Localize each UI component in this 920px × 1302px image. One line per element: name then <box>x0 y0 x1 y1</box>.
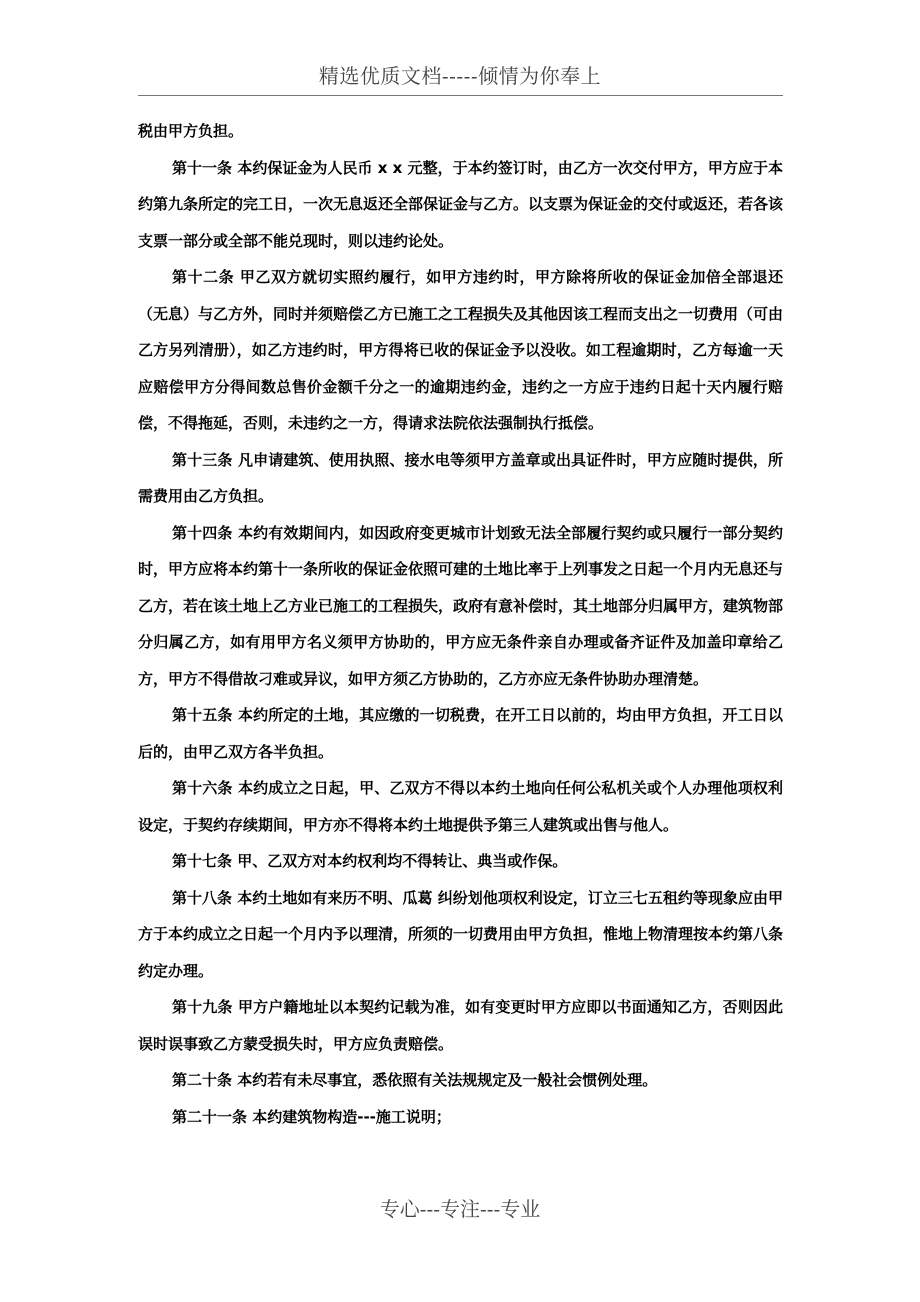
article-14: 第十四条 本约有效期间内，如因政府变更城市计划致无法全部履行契约或只履行一部分契约时，甲方应将本约第十一条所收的保证金依照可建的土地比率于上列事发之日起一个月内无息还与乙方，若在该土地上乙方业已施工的工程损失，政府有意补偿时，其土地部分归属甲方，建筑物部分归属乙方，如有用甲方名义须甲方协助的，甲方应无条件亲自办理或备齐证件及加盖印章给乙方，甲方不得借故刁难或异议，如甲方须乙方协助的，乙方亦应无条件协助办理清楚。 <box>138 523 784 688</box>
article-12: 第十二条 甲乙双方就切实照约履行，如甲方违约时，甲方除将所收的保证金加倍全部退还（无息）与乙方外，同时并须赔偿乙方已施工之工程损失及其他因该工程而支出之一切费用（可由乙方另列清册），如乙方违约时，甲方得将已收的保证金予以没收。如工程逾期时，乙方每逾一天应赔偿甲方分得间数总售价金额千分之一的逾期违约金，违约之一方应于违约日起十天内履行赔偿，不得拖延，否则，未违约之一方，得请求法院依法强制执行抵偿。 <box>138 268 784 432</box>
page-header: 精选优质文档-----倾情为你奉上 <box>318 64 602 88</box>
article-18: 第十八条 本约土地如有来历不明、瓜葛 纠纷划他项权利设定，订立三七五租约等现象应由甲方于本约成立之日起一个月内予以理清，所须的一切费用由甲方负担，惟地上物清理按本约第八条约定办理。 <box>138 888 784 980</box>
article-13: 第十三条 凡申请建筑、使用执照、接水电等须甲方盖章或出具证件时，甲方应随时提供，所需费用由乙方负担。 <box>138 450 783 505</box>
article-16: 第十六条 本约成立之日起，甲、乙双方不得以本约土地向任何公私机关或个人办理他项权利设定，于契约存续期间，甲方亦不得将本约土地提供予第三人建筑或出售与他人。 <box>138 779 783 834</box>
header-divider <box>138 95 783 96</box>
article-20: 第二十条 本约若有未尽事宜，悉依照有关法规规定及一般社会惯例处理。 <box>172 1071 658 1089</box>
article-17: 第十七条 甲、乙双方对本约权利均不得转让、典当或作保。 <box>172 852 568 870</box>
article-19: 第十九条 甲方户籍地址以本契约记载为准，如有变更时甲方应即以书面通知乙方，否则因此误时误事致乙方蒙受损失时，甲方应负责赔偿。 <box>138 998 783 1053</box>
article-11: 第十一条 本约保证金为人民币 x x 元整，于本约签订时，由乙方一次交付甲方，甲方应于本约第九条所定的完工日，一次无息返还全部保证金与乙方。以支票为保证金的交付或返还，若各该支票一部分或全部不能兑现时，则以违约论处。 <box>138 158 784 250</box>
article-21: 第二十一条 本约建筑物构造---施工说明； <box>172 1107 451 1126</box>
document-body <box>138 113 783 1135</box>
paragraph-continuation: 税由甲方负担。 <box>138 122 244 140</box>
article-15: 第十五条 本约所定的土地，其应缴的一切税费，在开工日以前的，均由甲方负担，开工日以后的，由甲乙双方各半负担。 <box>138 706 783 761</box>
page-footer: 专心---专注---专业 <box>379 1197 541 1221</box>
